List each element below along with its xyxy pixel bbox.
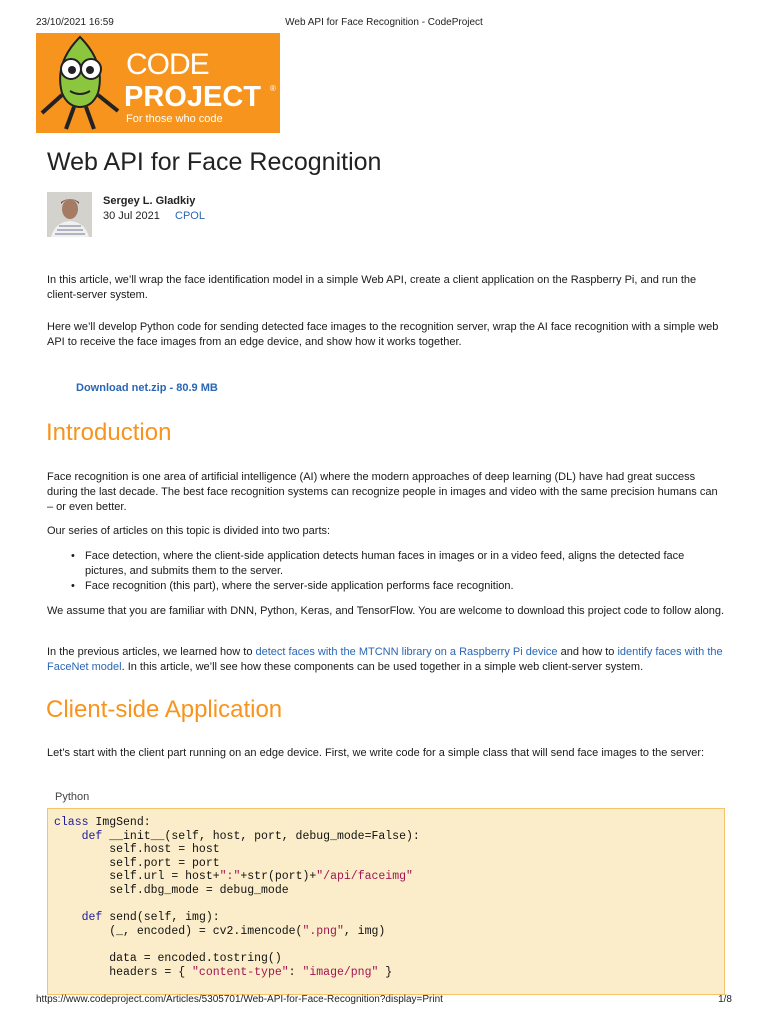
author-photo-icon bbox=[47, 192, 92, 237]
logo-text-code: CODE bbox=[126, 48, 209, 81]
code-plain: , img) data = encoded.tostring() headers = { bbox=[109, 924, 386, 979]
code-string: "content-type" bbox=[192, 965, 289, 979]
code-keyword: def bbox=[81, 829, 103, 843]
download-separator: - bbox=[166, 382, 177, 394]
list-item bbox=[47, 549, 725, 579]
code-plain: __init__(self, host, port, debug_mode=False): self.host = host self.port = port self.url = host+ bbox=[109, 829, 420, 884]
paragraph-text: . In this article, we’ll see how these components can be used together in a simple web client-server system. bbox=[121, 661, 644, 673]
article-summary: In this article, we’ll wrap the face identification model in a simple Web API, create a client application on the Raspberry Pi, and run the client-server system. bbox=[47, 274, 697, 301]
paragraph-text: and how to bbox=[557, 646, 618, 658]
intro-paragraph-4 bbox=[47, 645, 725, 675]
print-url: https://www.codeproject.com/Articles/5305701/Web-API-for-Face-Recognition?display=Print bbox=[36, 994, 443, 1005]
print-page-title: Web API for Face Recognition - CodeProject bbox=[285, 17, 483, 28]
heading-client-side-application: Client-side Application bbox=[46, 696, 283, 723]
code-plain: ImgSend: bbox=[95, 816, 151, 829]
heading-introduction: Introduction bbox=[46, 419, 172, 446]
bullet-icon: • bbox=[71, 580, 75, 592]
codeproject-logo[interactable] bbox=[36, 33, 280, 133]
logo-registered-mark: ® bbox=[270, 84, 276, 93]
client-paragraph-1: Let’s start with the client part running on an edge device. First, we write code for a simple class that will send face images to the server: bbox=[47, 747, 705, 759]
parts-list bbox=[47, 549, 725, 594]
author-avatar[interactable] bbox=[47, 192, 92, 237]
code-keyword: def bbox=[81, 911, 103, 925]
page-number: 1/8 bbox=[718, 994, 732, 1005]
code-block[interactable] bbox=[47, 808, 725, 995]
intro-paragraph-1: Face recognition is one area of artificial intelligence (AI) where the modern approaches of deep learning (DL) have had great success during the last decade. The best face recognition systems can recognize people in images and video with the same precision humans can – or even better. bbox=[47, 471, 718, 513]
article-title: Web API for Face Recognition bbox=[47, 148, 382, 176]
intro-paragraph-3: We assume that you are familiar with DNN, Python, Keras, and TensorFlow. You are welcome to download this project code to follow along. bbox=[47, 605, 725, 617]
logo-text-project: PROJECT bbox=[124, 81, 261, 113]
code-keyword: class bbox=[54, 816, 89, 829]
paragraph-text: In the previous articles, we learned how to bbox=[47, 646, 256, 658]
code-text bbox=[48, 809, 724, 979]
download-size: 80.9 MB bbox=[176, 382, 218, 394]
code-plain: send(self, img): (_, encoded) = cv2.imencode( bbox=[109, 911, 303, 938]
bob-mascot-icon bbox=[36, 33, 124, 133]
code-string: "/api/faceimg" bbox=[316, 870, 413, 884]
logo-tagline: For those who code bbox=[126, 113, 223, 125]
article-description: Here we’ll develop Python code for sending detected face images to the recognition server, wrap the AI face recognition with a simple web API to receive the face images from an edge device, and show how it works together. bbox=[47, 321, 719, 348]
publish-date: 30 Jul 2021 bbox=[103, 210, 160, 222]
list-item-text: Face detection, where the client-side application detects human faces in images or in a video feed, aligns the detected face pictures, and submits them to the server. bbox=[85, 550, 685, 577]
code-string: "image/png" bbox=[302, 965, 379, 979]
download-link[interactable] bbox=[76, 382, 218, 394]
code-string: ":" bbox=[219, 870, 241, 884]
print-header bbox=[36, 17, 732, 31]
intro-paragraph-2: Our series of articles on this topic is divided into two parts: bbox=[47, 525, 331, 537]
list-item-text: Face recognition (this part), where the server-side application performs face recognition. bbox=[85, 580, 514, 592]
bullet-icon: • bbox=[71, 550, 75, 562]
code-plain: +str(port)+ bbox=[240, 870, 317, 884]
list-item bbox=[47, 579, 725, 594]
print-footer bbox=[36, 994, 732, 1008]
code-plain: } bbox=[378, 965, 393, 979]
print-date: 23/10/2021 16:59 bbox=[36, 17, 114, 28]
facenet-article-link[interactable]: identify faces with the FaceNet model bbox=[47, 646, 723, 673]
code-plain: : bbox=[288, 965, 303, 979]
mtcnn-article-link[interactable]: detect faces with the MTCNN library on a Raspberry Pi device bbox=[255, 646, 558, 658]
download-label: Download net.zip bbox=[76, 382, 167, 394]
code-string: ".png" bbox=[302, 924, 344, 938]
code-language-label: Python bbox=[55, 791, 90, 803]
code-plain: self.dbg_mode = debug_mode bbox=[109, 883, 289, 897]
author-name-link[interactable]: Sergey L. Gladkiy bbox=[103, 195, 196, 207]
license-link[interactable]: CPOL bbox=[175, 210, 205, 222]
